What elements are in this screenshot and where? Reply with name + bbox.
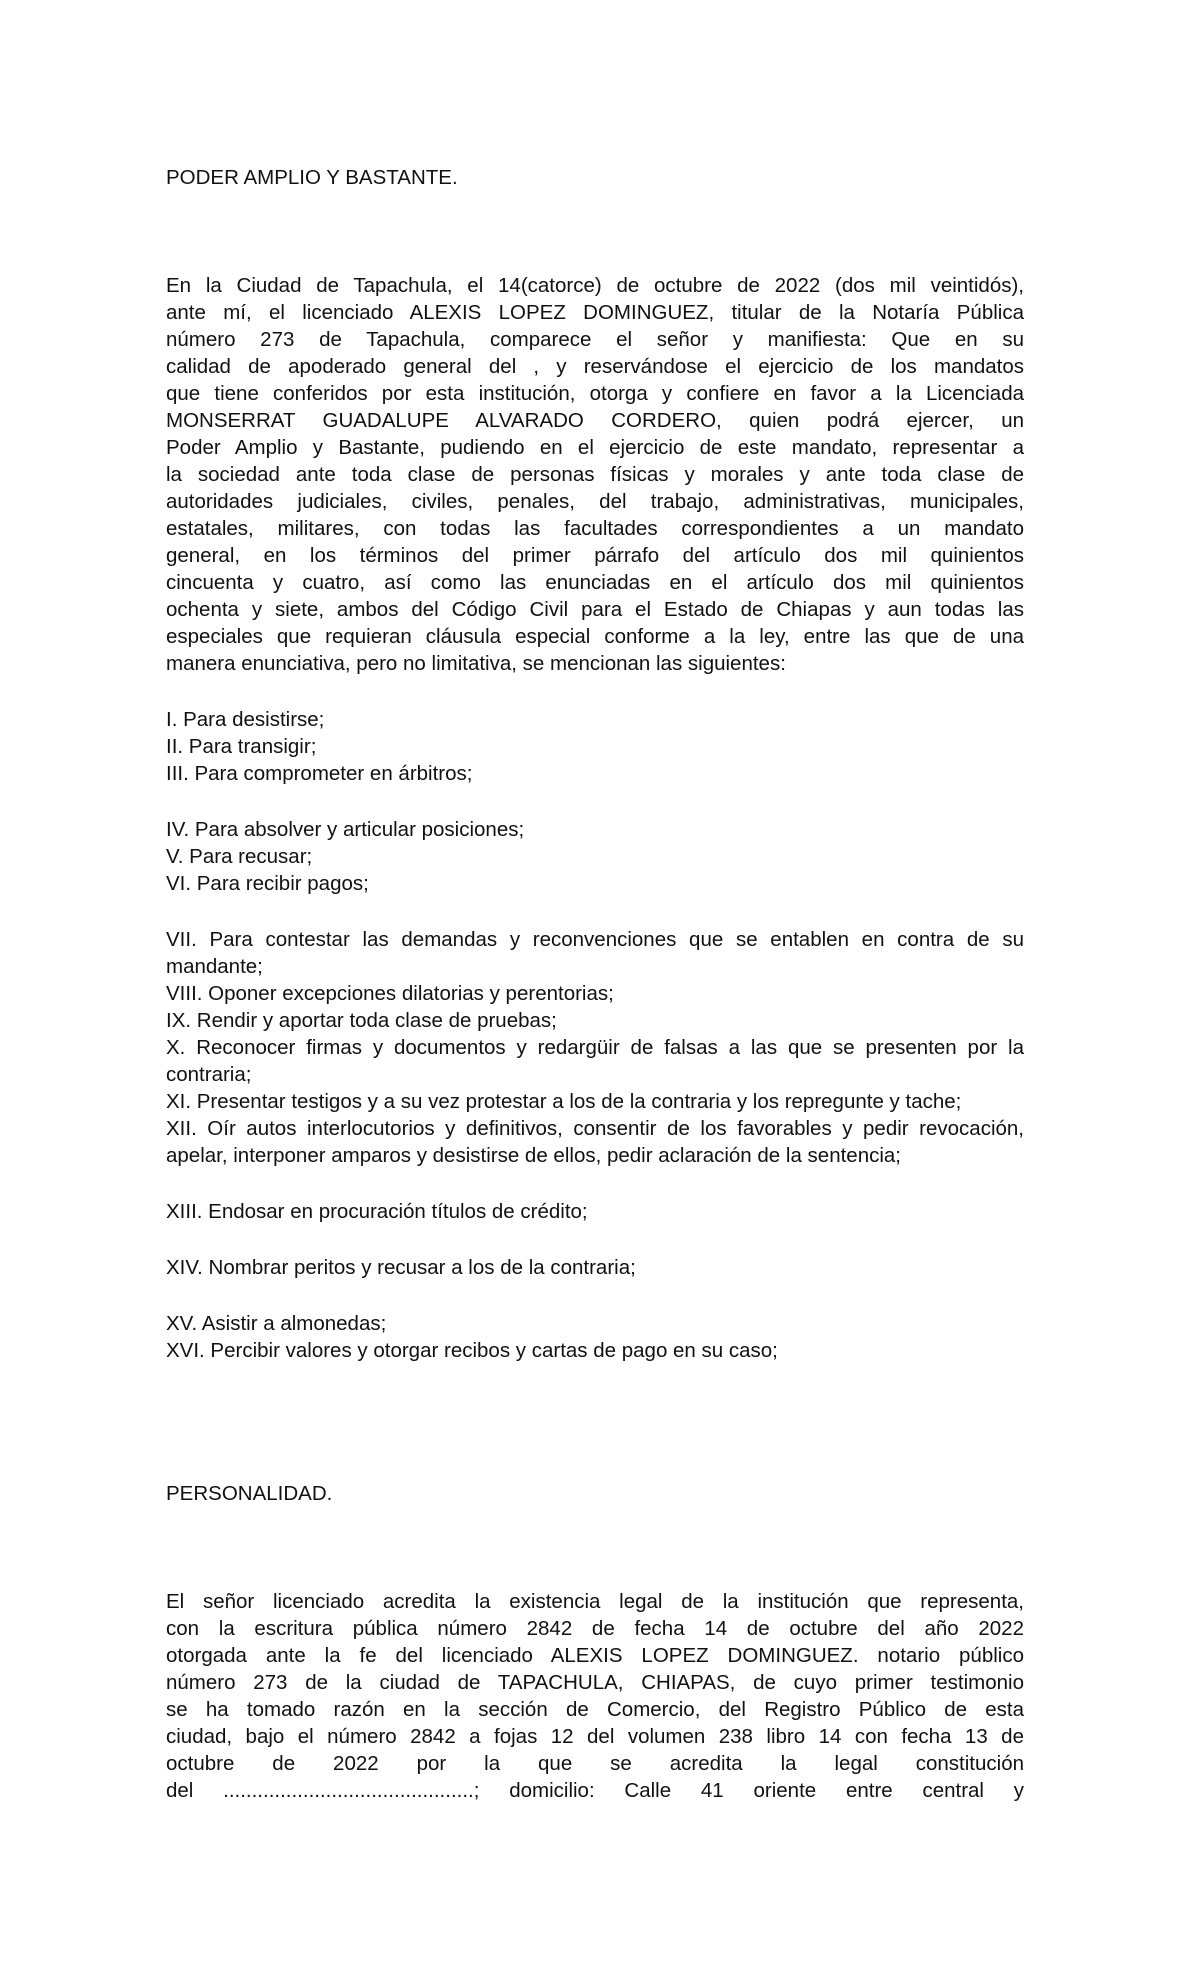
intro-line: manera enunciativa, pero no limitativa, se mencionan las siguientes: — [166, 652, 786, 675]
intro-line: calidad de apoderado general del , y reservándose el ejercicio de los mandatos — [166, 355, 1024, 378]
personalidad-line: El señor licenciado acredita la existencia legal de la institución que representa, — [166, 1590, 1024, 1613]
list-item: XV. Asistir a almonedas; — [166, 1312, 387, 1335]
list-item: X. Reconocer firmas y documentos y redargüir de falsas a las que se presenten por la contraria; — [166, 1036, 1024, 1086]
list-item: XVI. Percibir valores y otorgar recibos y cartas de pago en su caso; — [166, 1339, 778, 1362]
intro-line: cincuenta y cuatro, así como las enunciadas en el artículo dos mil quinientos — [166, 571, 1024, 594]
intro-line: general, en los términos del primer párrafo del artículo dos mil quinientos — [166, 544, 1024, 567]
list-item: XI. Presentar testigos y a su vez protestar a los de la contraria y los repregunte y tache; — [166, 1090, 962, 1113]
intro-line: Poder Amplio y Bastante, pudiendo en el ejercicio de este mandato, representar a — [166, 436, 1024, 459]
list-item: VII. Para contestar las demandas y reconvenciones que se entablen en contra de su mandante; — [166, 928, 1024, 978]
intro-line: la sociedad ante toda clase de personas físicas y morales y ante toda clase de — [166, 463, 1024, 486]
list-item: II. Para transigir; — [166, 735, 317, 758]
intro-line: autoridades judiciales, civiles, penales, del trabajo, administrativas, municipales, — [166, 490, 1024, 513]
intro-line: número 273 de Tapachula, comparece el señor y manifiesta: Que en su — [166, 328, 1024, 351]
powers-list — [166, 706, 1024, 1364]
intro-line: ante mí, el licenciado ALEXIS LOPEZ DOMINGUEZ, titular de la Notaría Pública — [166, 301, 1024, 324]
personalidad-paragraph — [166, 1588, 1024, 1804]
list-item: I. Para desistirse; — [166, 708, 325, 731]
intro-line: que tiene conferidos por esta institución, otorga y confiere en favor a la Licenciada — [166, 382, 1024, 405]
list-item: XIII. Endosar en procuración títulos de crédito; — [166, 1200, 588, 1223]
list-item: V. Para recusar; — [166, 845, 313, 868]
intro-line: En la Ciudad de Tapachula, el 14(catorce) de octubre de 2022 (dos mil veintidós), — [166, 274, 1024, 297]
intro-line: MONSERRAT GUADALUPE ALVARADO CORDERO, quien podrá ejercer, un — [166, 409, 1024, 432]
list-item: IX. Rendir y aportar toda clase de pruebas; — [166, 1009, 557, 1032]
heading-personalidad: PERSONALIDAD. — [166, 1482, 333, 1505]
list-item: XII. Oír autos interlocutorios y definitivos, consentir de los favorables y pedir revocación, apelar, interponer amparos y desistirse de ellos, pedir aclaración de la sentencia; — [166, 1117, 1024, 1167]
personalidad-line: se ha tomado razón en la sección de Comercio, del Registro Público de esta — [166, 1698, 1024, 1721]
personalidad-line: con la escritura pública número 2842 de fecha 14 de octubre del año 2022 — [166, 1617, 1024, 1640]
list-item: VI. Para recibir pagos; — [166, 872, 369, 895]
list-item: XIV. Nombrar peritos y recusar a los de la contraria; — [166, 1256, 636, 1279]
list-item: VIII. Oponer excepciones dilatorias y perentorias; — [166, 982, 614, 1005]
personalidad-line: ciudad, bajo el número 2842 a fojas 12 del volumen 238 libro 14 con fecha 13 de — [166, 1725, 1024, 1748]
heading-poder: PODER AMPLIO Y BASTANTE. — [166, 166, 458, 189]
personalidad-line: otorgada ante la fe del licenciado ALEXIS LOPEZ DOMINGUEZ. notario público — [166, 1644, 1024, 1667]
list-item: IV. Para absolver y articular posiciones; — [166, 818, 525, 841]
list-item: III. Para comprometer en árbitros; — [166, 762, 473, 785]
intro-paragraph — [166, 272, 1024, 1364]
intro-line: estatales, militares, con todas las facultades correspondientes a un mandato — [166, 517, 1024, 540]
intro-line: ochenta y siete, ambos del Código Civil para el Estado de Chiapas y aun todas las — [166, 598, 1024, 621]
personalidad-line: del ............................................; domicilio: Calle 41 oriente entre central y — [166, 1779, 1024, 1802]
personalidad-line: número 273 de la ciudad de TAPACHULA, CHIAPAS, de cuyo primer testimonio — [166, 1671, 1024, 1694]
intro-line: especiales que requieran cláusula especial conforme a la ley, entre las que de una — [166, 625, 1024, 648]
personalidad-line: octubre de 2022 por la que se acredita la legal constitución — [166, 1752, 1024, 1775]
